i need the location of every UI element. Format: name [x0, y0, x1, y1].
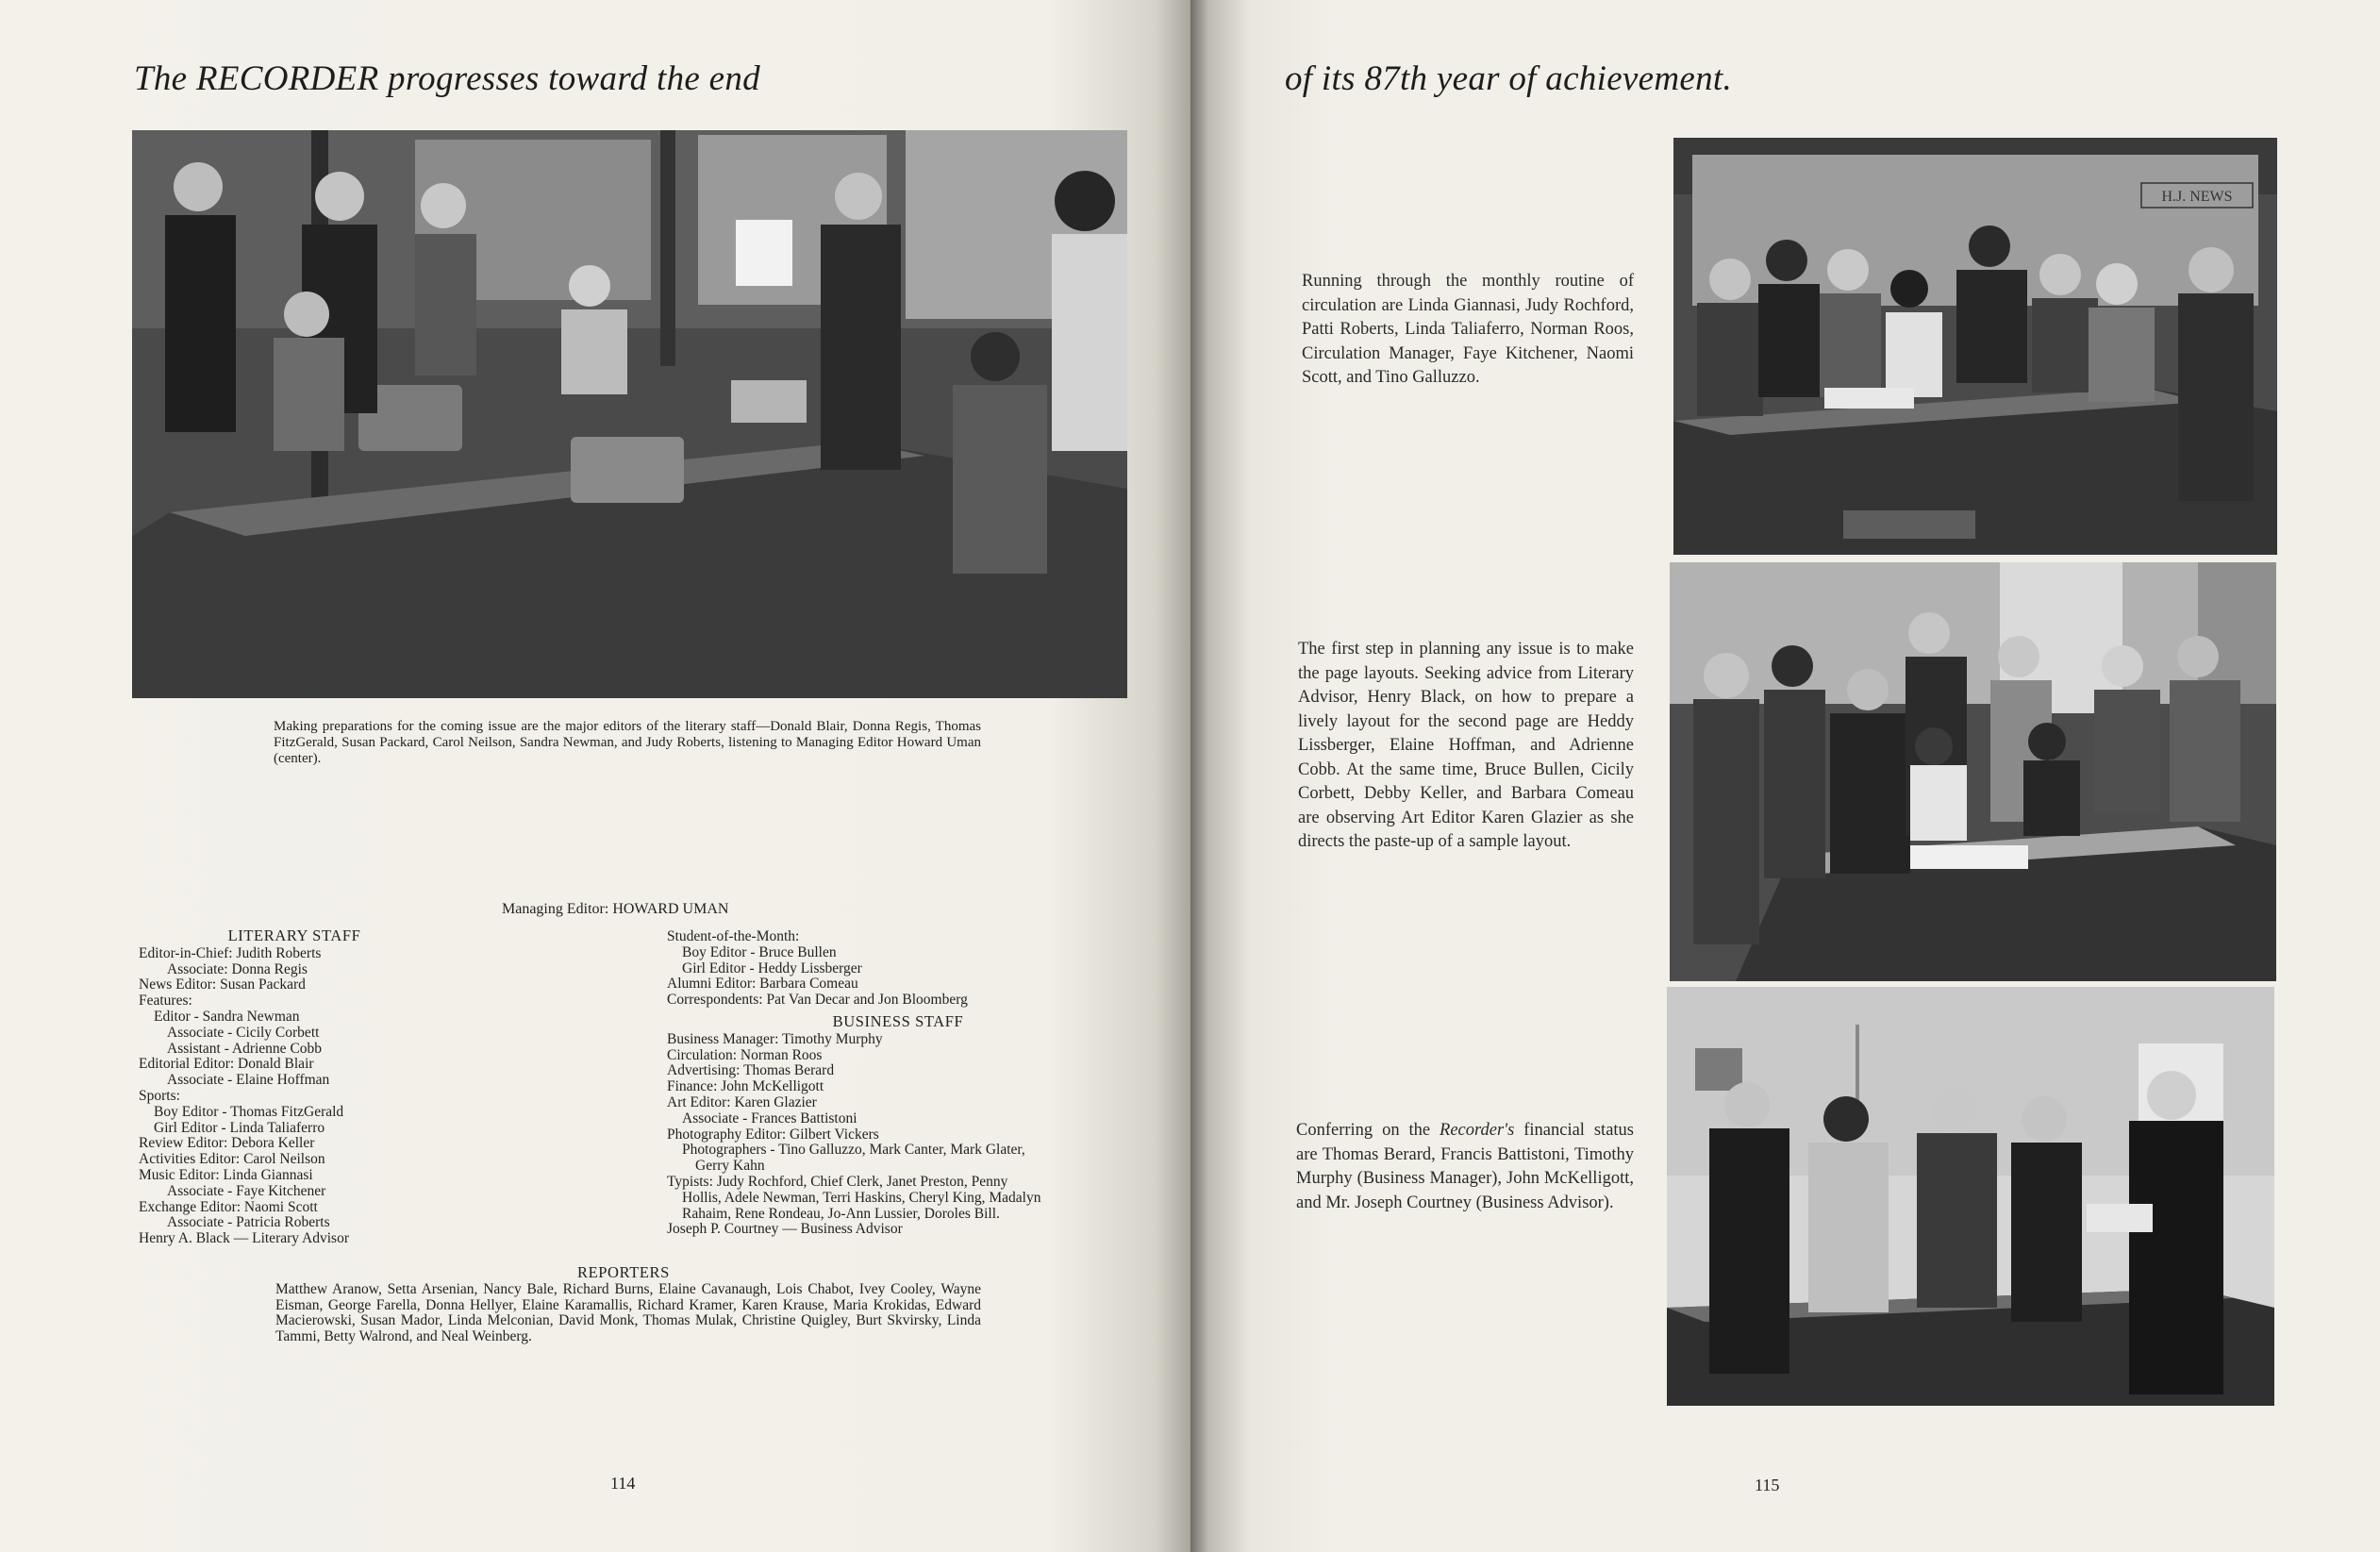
- staff-line: Alumni Editor: Barbara Comeau: [667, 976, 858, 993]
- editors-photo-caption: Making preparations for the coming issue are the major editors of the literary staff—Donald Blair, Donna Regis, Thomas FitzGerald, Susan Packard, Carol Neilson, Sandra Newman, and Judy Roberts, listening to Managing Editor Howard Uman (center).: [274, 719, 981, 766]
- staff-line: Business Manager: Timothy Murphy: [667, 1030, 883, 1047]
- staff-line: Features:: [139, 993, 192, 1010]
- layout-planning-photo: [1670, 562, 2276, 981]
- staff-line: News Editor: Susan Packard: [139, 976, 306, 993]
- circulation-photo: [1673, 138, 2277, 555]
- staff-line: Review Editor: Debora Keller: [139, 1135, 315, 1152]
- staff-line: Gerry Kahn: [695, 1158, 765, 1175]
- staff-line: Assistant - Adrienne Cobb: [167, 1040, 323, 1057]
- staff-line: Rahaim, Rene Rondeau, Jo-Ann Lussier, Doroles Bill.: [682, 1205, 1000, 1222]
- business-staff-list: [667, 1032, 1129, 1238]
- staff-line: Typists: Judy Rochford, Chief Clerk, Janet Preston, Penny: [667, 1173, 1008, 1190]
- staff-line: Photographers - Tino Galluzzo, Mark Canter, Mark Glater,: [682, 1142, 1025, 1159]
- left-headline: The RECORDER progresses toward the end: [134, 59, 760, 98]
- managing-editor-line: Managing Editor: HOWARD UMAN: [502, 901, 729, 917]
- page-number-left: 114: [610, 1474, 636, 1493]
- layout-caption: The first step in planning any issue is to make the page layouts. Seeking advice from Literary Advisor, Henry Black, on how to prepare a lively layout for the second page are Heddy Lissberger, Elaine Hoffman, and Adrienne Cobb. At the same time, Bruce Bullen, Cicily Corbett, Debby Keller, and Barbara Comeau are observing Art Editor Karen Glazier as she directs the paste-up of a sample layout.: [1298, 640, 1634, 851]
- staff-line: Finance: John McKelligott: [667, 1078, 824, 1095]
- staff-line: Correspondents: Pat Van Decar and Jon Bloomberg: [667, 992, 968, 1009]
- staff-line: Boy Editor - Bruce Bullen: [682, 943, 837, 960]
- business-staff-photo: [1667, 987, 2274, 1406]
- staff-line: Sports:: [139, 1087, 180, 1104]
- staff-line: Editor-in-Chief: Judith Roberts: [139, 944, 322, 961]
- staff-line: Photography Editor: Gilbert Vickers: [667, 1126, 879, 1143]
- reporters-list: Matthew Aranow, Setta Arsenian, Nancy Bale, Richard Burns, Elaine Cavanaugh, Lois Chabot, Ivey Cooley, Wayne Eisman, George Farella, Donna Hellyer, Elaine Karamallis, Richard Kramer, Karen Krause, Maria Krokidas, Edward Macierowski, Susan Mador, Linda Melconian, David Monk, Thomas Mulak, Christine Quigley, Burt Skvirsky, Linda Tammi, Betty Walrond, and Neal Weinberg.: [275, 1281, 981, 1344]
- staff-line: Advertising: Thomas Berard: [667, 1062, 835, 1079]
- staff-line: Associate - Faye Kitchener: [167, 1182, 326, 1199]
- student-month-list: [667, 929, 1129, 1009]
- staff-line: Hollis, Adele Newman, Terri Haskins, Cheryl King, Madalyn: [682, 1189, 1041, 1206]
- staff-line: Associate: Donna Regis: [167, 960, 308, 977]
- business-caption-pre: Conferring on the: [1296, 1121, 1440, 1140]
- staff-line: Exchange Editor: Naomi Scott: [139, 1198, 318, 1215]
- right-headline: of its 87th year of achievement.: [1285, 59, 1733, 98]
- literary-staff-column: [139, 926, 450, 1247]
- reporters-heading: REPORTERS: [577, 1263, 670, 1281]
- staff-line: Editorial Editor: Donald Blair: [139, 1056, 314, 1073]
- staff-line: Associate - Cicily Corbett: [167, 1024, 320, 1041]
- staff-line: Circulation: Norman Roos: [667, 1046, 823, 1063]
- hj-news-sign: H.J. NEWS: [2161, 189, 2233, 205]
- staff-line: Activities Editor: Carol Neilson: [139, 1151, 325, 1168]
- staff-line: Associate - Frances Battistoni: [682, 1110, 857, 1126]
- editors-photo: [132, 130, 1127, 698]
- staff-line: Joseph P. Courtney — Business Advisor: [667, 1221, 903, 1238]
- business-staff-column: [667, 929, 1129, 1238]
- right-page: [1190, 0, 2380, 1552]
- circulation-caption: Running through the monthly routine of circulation are Linda Giannasi, Judy Rochford, Patti Roberts, Linda Taliaferro, Norman Roos, Circulation Manager, Faye Kitchener, Naomi Scott, and Tino Galluzzo.: [1302, 272, 1634, 387]
- staff-line: Girl Editor - Linda Taliaferro: [154, 1119, 325, 1136]
- recorder-italic: Recorder's: [1440, 1121, 1515, 1140]
- business-staff-heading: BUSINESS STAFF: [832, 1011, 964, 1030]
- staff-line: Henry A. Black — Literary Advisor: [139, 1230, 349, 1247]
- business-caption-post: financial status are Thomas Berard, Francis Battistoni, Timothy Murphy (Business Manager), John McKelligott, and Mr. Joseph Courtney (Business Advisor).: [1296, 1121, 1635, 1212]
- staff-line: Art Editor: Karen Glazier: [667, 1093, 817, 1110]
- literary-staff-heading: LITERARY STAFF: [227, 926, 361, 944]
- staff-line: Associate - Elaine Hoffman: [167, 1072, 330, 1089]
- staff-line: Music Editor: Linda Giannasi: [139, 1166, 313, 1183]
- staff-line: Editor - Sandra Newman: [154, 1008, 300, 1025]
- literary-staff-list: [139, 946, 450, 1247]
- staff-line: Associate - Patricia Roberts: [167, 1214, 330, 1231]
- business-caption: [1296, 1119, 1634, 1215]
- staff-line: Student-of-the-Month:: [667, 928, 800, 944]
- staff-line: Girl Editor - Heddy Lissberger: [682, 960, 862, 976]
- page-number-right: 115: [1755, 1476, 1780, 1494]
- staff-line: Boy Editor - Thomas FitzGerald: [154, 1103, 344, 1120]
